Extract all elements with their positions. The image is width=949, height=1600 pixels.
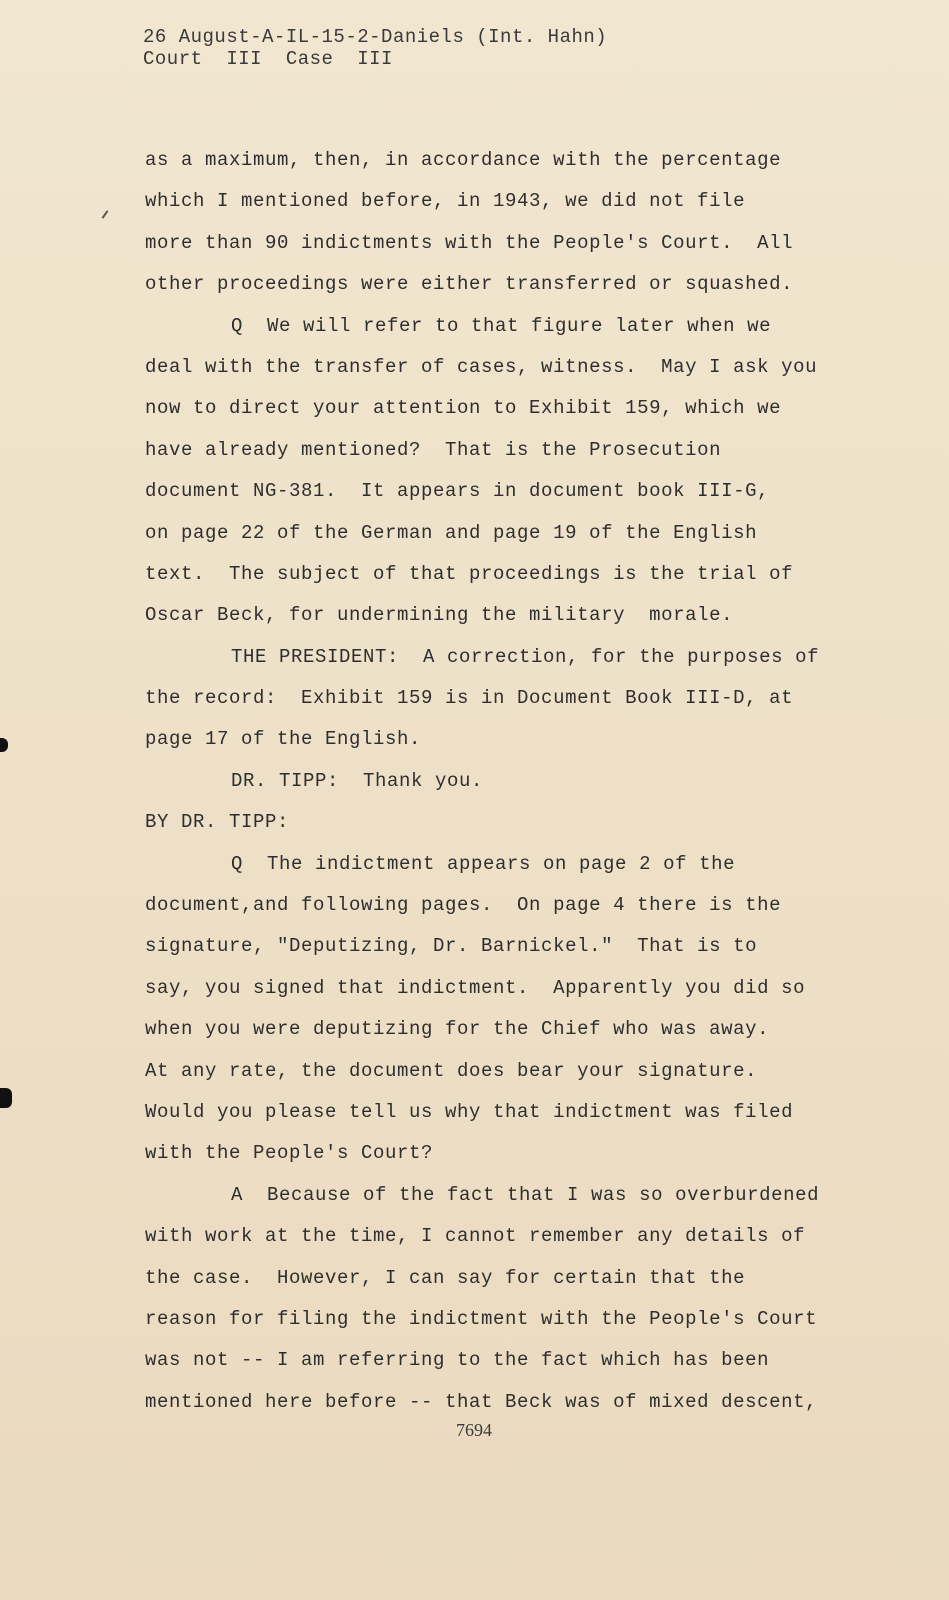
text-line: deal with the transfer of cases, witness. May I ask you <box>145 355 818 378</box>
text-line: page 17 of the English. <box>145 728 422 751</box>
edge-punch-mark <box>0 738 8 752</box>
text-line: the case. However, I can say for certain that the <box>145 1266 746 1289</box>
text-line: At any rate, the document does bear your signature. <box>145 1059 758 1082</box>
text-line-answer: A Because of the fact that I was so overburdened <box>231 1183 820 1206</box>
header-court-line: Court III Case III <box>143 48 393 70</box>
text-line: now to direct your attention to Exhibit 159, which we <box>145 397 782 420</box>
text-line-question: Q We will refer to that figure later when we <box>231 314 772 337</box>
transcript-body <box>145 146 845 1429</box>
text-line: was not -- I am referring to the fact which has been <box>145 1349 770 1372</box>
text-line-examiner: BY DR. TIPP: <box>145 811 290 834</box>
text-line-tipp: DR. TIPP: Thank you. <box>231 769 484 792</box>
text-line: mentioned here before -- that Beck was of mixed descent, <box>145 1390 818 1413</box>
text-line: which I mentioned before, in 1943, we did not file <box>145 190 746 213</box>
text-line-president: THE PRESIDENT: A correction, for the purposes of <box>231 645 820 668</box>
text-line: with work at the time, I cannot remember any details of <box>145 1225 806 1248</box>
text-line: document NG-381. It appears in document book III-G, <box>145 480 770 503</box>
text-line: on page 22 of the German and page 19 of the English <box>145 521 758 544</box>
text-line-question: Q The indictment appears on page 2 of the <box>231 852 736 875</box>
text-line: more than 90 indictments with the People's Court. All <box>145 231 794 254</box>
text-line: signature, "Deputizing, Dr. Barnickel." That is to <box>145 935 758 958</box>
edge-punch-mark <box>0 1088 12 1108</box>
text-line: reason for filing the indictment with the People's Court <box>145 1307 818 1330</box>
text-line: the record: Exhibit 159 is in Document Book III-D, at <box>145 687 794 710</box>
text-line: Oscar Beck, for undermining the military morale. <box>145 604 734 627</box>
text-line: with the People's Court? <box>145 1142 434 1165</box>
header-case-line: 26 August-A-IL-15-2-Daniels (Int. Hahn) <box>143 26 608 48</box>
document-header <box>143 26 607 70</box>
text-line: when you were deputizing for the Chief who was away. <box>145 1018 770 1041</box>
text-line: document,and following pages. On page 4 there is the <box>145 894 782 917</box>
text-line: other proceedings were either transferred or squashed. <box>145 273 794 296</box>
text-line: Would you please tell us why that indictment was filed <box>145 1100 794 1123</box>
text-line: say, you signed that indictment. Apparently you did so <box>145 976 806 999</box>
text-line: text. The subject of that proceedings is the trial of <box>145 562 794 585</box>
margin-tick-mark <box>102 210 109 219</box>
page-number: 7694 <box>456 1420 492 1440</box>
text-line: have already mentioned? That is the Prosecution <box>145 438 722 461</box>
text-line: as a maximum, then, in accordance with the percentage <box>145 149 782 171</box>
